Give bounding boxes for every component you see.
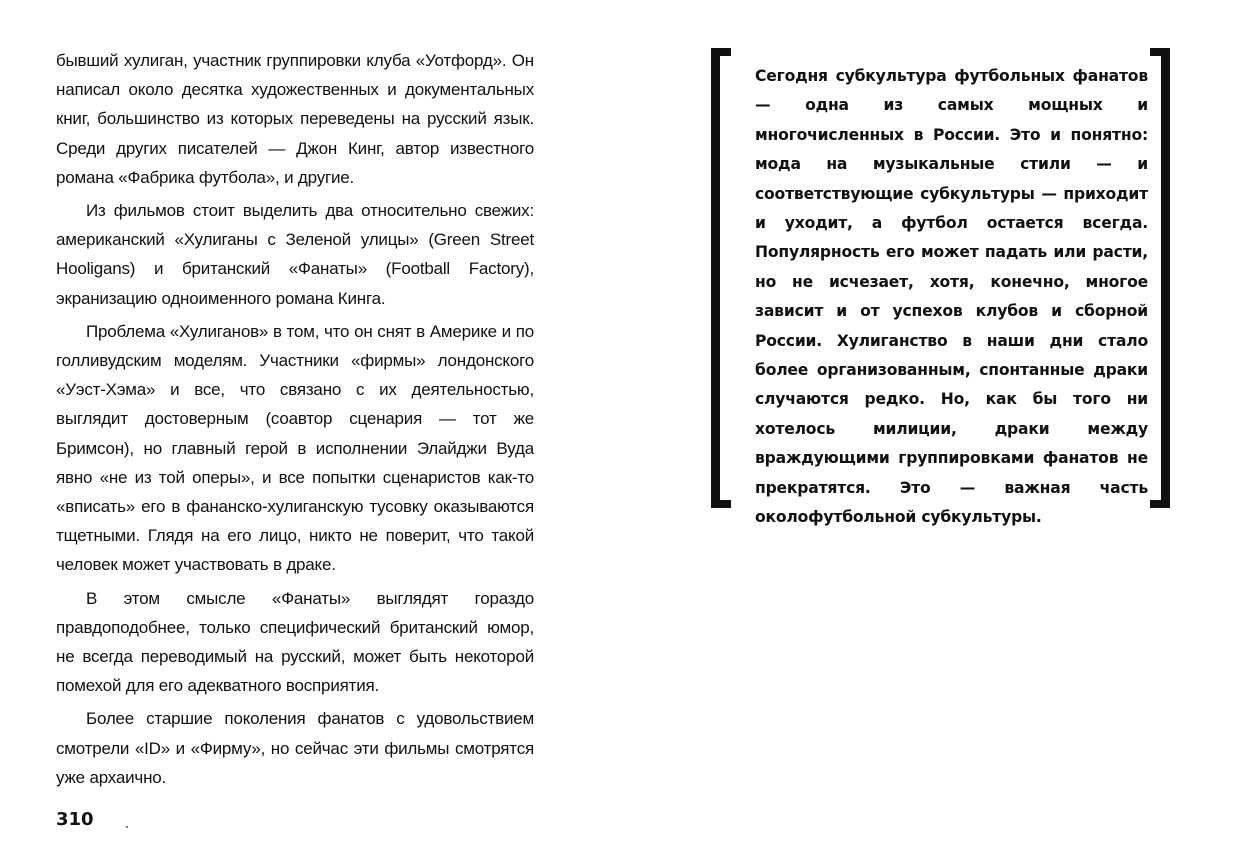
left-bracket [711,48,731,508]
scan-speck [126,826,128,828]
right-page [600,0,1233,862]
pull-quote: Сегодня субкультура футбольных фанатов — одна из самых мощных и многочисленных в России. Это и понятно: мода на музыкальные стили — и соответствующие субкультуры — приходит и уходит, а футбол остается всегда. Популярность его может падать или расти, но не исчезает, хотя, конечно, многое зависит и от успехов клубов и сборной России. Хулиганство в наши дни стало более организованным, спонтанные драки случаются редко. Но, как бы того ни хотелось милиции, драки между враждующими группировками фанатов не прекратятся. Это — важная часть околофутбольной субкультуры. [755,67,1148,527]
right-bracket [1150,48,1170,508]
paragraph-4: В этом смысле «Фанаты» выглядят гораздо правдоподобнее, только специфический британский юмор, не всегда переводимый на русский, может быть некоторой помехой для его адекватного восприятия. [56,588,534,696]
body-text [56,46,534,796]
page-number: 310 [56,809,94,830]
paragraph-2: Из фильмов стоит выделить два относительно свежих: американский «Хулиганы с Зеленой улицы» (Green Street Hooligans) и британский «Фанаты» (Football Factory), экранизацию одноименного романа Кинга. [56,201,534,308]
paragraph-5: Более старшие поколения фанатов с удовольствием смотрели «ID» и «Фирму», но сейчас эти фильмы смотрятся уже архаично. [56,709,534,787]
left-page [0,0,600,862]
paragraph-3: Проблема «Хулиганов» в том, что он снят в Америке и по голливудским моделям. Участники «фирмы» лондонского «Уэст-Хэма» и все, что связано с их деятельностью, выглядит достоверным (соавтор сценария — тот же Бримсон), но главный герой в исполнении Элайджи Вуда явно «не из той оперы», и все попытки сценаристов как-то «вписать» его в фананско-хулиганскую тусовку оказываются тщетными. Глядя на его лицо, никто не поверит, что такой человек может участвовать в драке. [56,321,534,575]
paragraph-1: бывший хулиган, участник группировки клуба «Уотфорд». Он написал около десятка художественных и документальных книг, большинство из которых переведены на русский язык. Среди других писателей — Джон Кинг, автор известного романа «Фабрика футбола», и другие. [56,51,534,187]
